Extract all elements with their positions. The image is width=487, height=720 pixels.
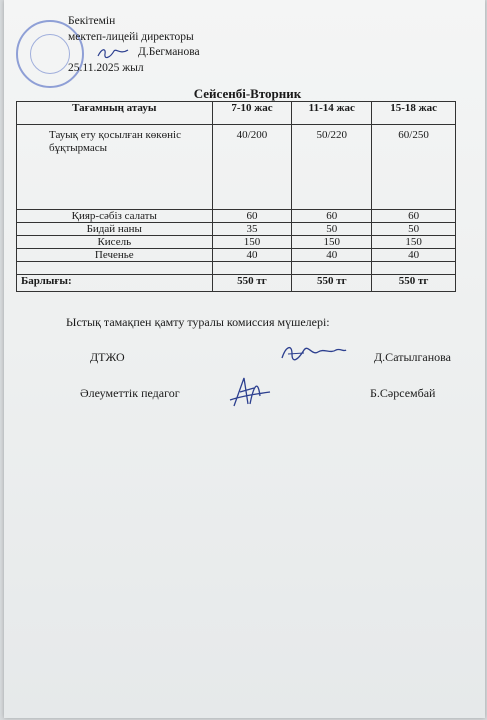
portion-value: 60: [372, 210, 456, 223]
table-row: [17, 125, 456, 210]
table-row: [17, 236, 456, 249]
page-title: Сейсенбі-Вторник: [193, 86, 302, 101]
menu-table: [16, 101, 456, 292]
total-row: [17, 275, 456, 292]
portion-value: 40: [292, 249, 372, 262]
portion-value: 60: [292, 210, 372, 223]
approval-signature-row: [68, 45, 268, 61]
column-header: 11-14 жас: [292, 102, 372, 125]
portion-value: 150: [212, 236, 292, 249]
total-value: 550 тг: [372, 275, 456, 292]
table-row: [17, 210, 456, 223]
table-header-row: [17, 102, 456, 125]
portion-value: 50: [372, 223, 456, 236]
total-value: 550 тг: [212, 275, 292, 292]
portion-value: 150: [372, 236, 456, 249]
member-role: ДТЖО: [90, 350, 125, 364]
director-name: Д.Бегманова: [138, 46, 200, 58]
member-name: Б.Сәрсембай: [370, 386, 436, 400]
document-sheet: [4, 0, 485, 718]
total-value: 550 тг: [292, 275, 372, 292]
director-signature: [96, 46, 130, 60]
portion-value: 60/250: [372, 125, 456, 210]
member-signature: [224, 374, 272, 410]
portion-value: 50/220: [292, 125, 372, 210]
member-role: Әлеуметтік педагог: [80, 386, 180, 400]
portion-value: 35: [212, 223, 292, 236]
dish-name: Кисель: [17, 236, 213, 249]
portion-value: 40: [372, 249, 456, 262]
portion-value: 60: [212, 210, 292, 223]
member-name: Д.Сатылганова: [374, 350, 452, 364]
portion-value: 150: [292, 236, 372, 249]
dish-name: Тауық ету қосылған көкөніс бұқтырмасы: [17, 125, 213, 210]
portion-value: 40: [212, 249, 292, 262]
total-label: Барлығы:: [17, 275, 213, 292]
table-row: [17, 223, 456, 236]
member-signature: [278, 340, 348, 366]
portion-value: 50: [292, 223, 372, 236]
table-row-empty: [17, 262, 456, 275]
dish-name: Қияр-сәбіз салаты: [17, 210, 213, 223]
portion-value: 40/200: [212, 125, 292, 210]
approval-block: [68, 14, 268, 76]
column-header: 15-18 жас: [372, 102, 456, 125]
column-header: 7-10 жас: [212, 102, 292, 125]
commission-heading: Ыстық тамақпен қамту туралы комиссия мүшелері:: [66, 315, 330, 329]
dish-name: Бидай наны: [17, 223, 213, 236]
column-header: Тағамның атауы: [17, 102, 213, 125]
dish-name: Печенье: [17, 249, 213, 262]
approval-position: мектеп-лицейі директоры: [68, 30, 194, 43]
approval-heading: Бекітемін: [68, 15, 116, 27]
approval-date: 25.11.2025 жыл: [68, 61, 144, 74]
table-row: [17, 249, 456, 262]
